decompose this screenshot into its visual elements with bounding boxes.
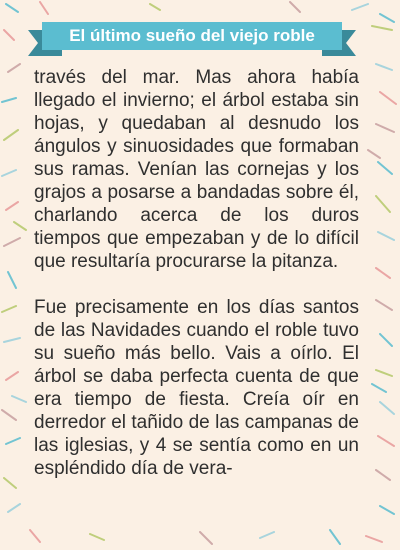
confetti-streak bbox=[378, 436, 394, 446]
confetti-streak bbox=[90, 534, 104, 540]
paragraph: Fue precisamente en los días santos de las Navidades cuando el roble tuvo su sueño más bello. Vais a oírlo. El árbol se daba perfecta cuenta de que era tiempo de fiesta. Creía oír en derredor el tañido de las campanas de las iglesias, y 4 se sentía como en un espléndido día de vera- bbox=[34, 297, 359, 479]
confetti-streak bbox=[150, 4, 160, 10]
confetti-streak bbox=[378, 162, 392, 174]
confetti-streak bbox=[380, 334, 392, 346]
confetti-streak bbox=[30, 530, 40, 542]
confetti-streak bbox=[352, 4, 368, 10]
confetti-streak bbox=[6, 4, 18, 12]
confetti-streak bbox=[4, 238, 20, 246]
confetti-streak bbox=[372, 384, 386, 392]
story-title: El último sueño del viejo roble bbox=[42, 22, 342, 50]
confetti-streak bbox=[8, 504, 20, 512]
confetti-streak bbox=[200, 532, 212, 544]
confetti-streak bbox=[14, 222, 26, 230]
confetti-streak bbox=[376, 196, 390, 212]
confetti-streak bbox=[366, 536, 382, 542]
confetti-streak bbox=[380, 402, 394, 414]
confetti-streak bbox=[376, 268, 390, 278]
confetti-streak bbox=[290, 2, 300, 12]
confetti-streak bbox=[378, 232, 394, 240]
confetti-streak bbox=[6, 202, 18, 210]
story-text bbox=[34, 66, 359, 503]
confetti-streak bbox=[8, 272, 16, 288]
confetti-streak bbox=[376, 64, 392, 70]
confetti-streak bbox=[376, 370, 392, 376]
confetti-streak bbox=[6, 438, 20, 444]
confetti-streak bbox=[4, 130, 18, 140]
confetti-streak bbox=[2, 410, 16, 420]
confetti-streak bbox=[4, 478, 16, 488]
confetti-streak bbox=[4, 338, 20, 342]
confetti-streak bbox=[380, 92, 396, 104]
paragraph: través del mar. Mas ahora había llegado el invierno; el árbol estaba sin hojas, y quedaban al desnudo los ángulos y sinuosidades que formaban sus ramas. Venían las cornejas y los grajos a posarse a bandadas sobre él, charlando acerca de los duros tiempos que empezaban y de lo difícil que resultaría procurarse la pitanza. bbox=[34, 67, 359, 272]
confetti-streak bbox=[40, 2, 48, 14]
confetti-streak bbox=[376, 300, 392, 310]
confetti-streak bbox=[368, 150, 380, 158]
confetti-streak bbox=[380, 14, 394, 22]
confetti-streak bbox=[376, 470, 390, 480]
confetti-streak bbox=[380, 506, 394, 514]
confetti-streak bbox=[8, 64, 20, 72]
confetti-streak bbox=[12, 396, 26, 402]
confetti-streak bbox=[260, 532, 274, 538]
confetti-streak bbox=[6, 372, 18, 380]
confetti-streak bbox=[4, 30, 14, 40]
confetti-streak bbox=[330, 530, 340, 544]
title-banner bbox=[28, 20, 356, 58]
confetti-streak bbox=[2, 98, 16, 102]
confetti-streak bbox=[2, 306, 16, 312]
confetti-streak bbox=[372, 26, 392, 30]
confetti-streak bbox=[376, 124, 394, 132]
confetti-streak bbox=[2, 170, 16, 176]
